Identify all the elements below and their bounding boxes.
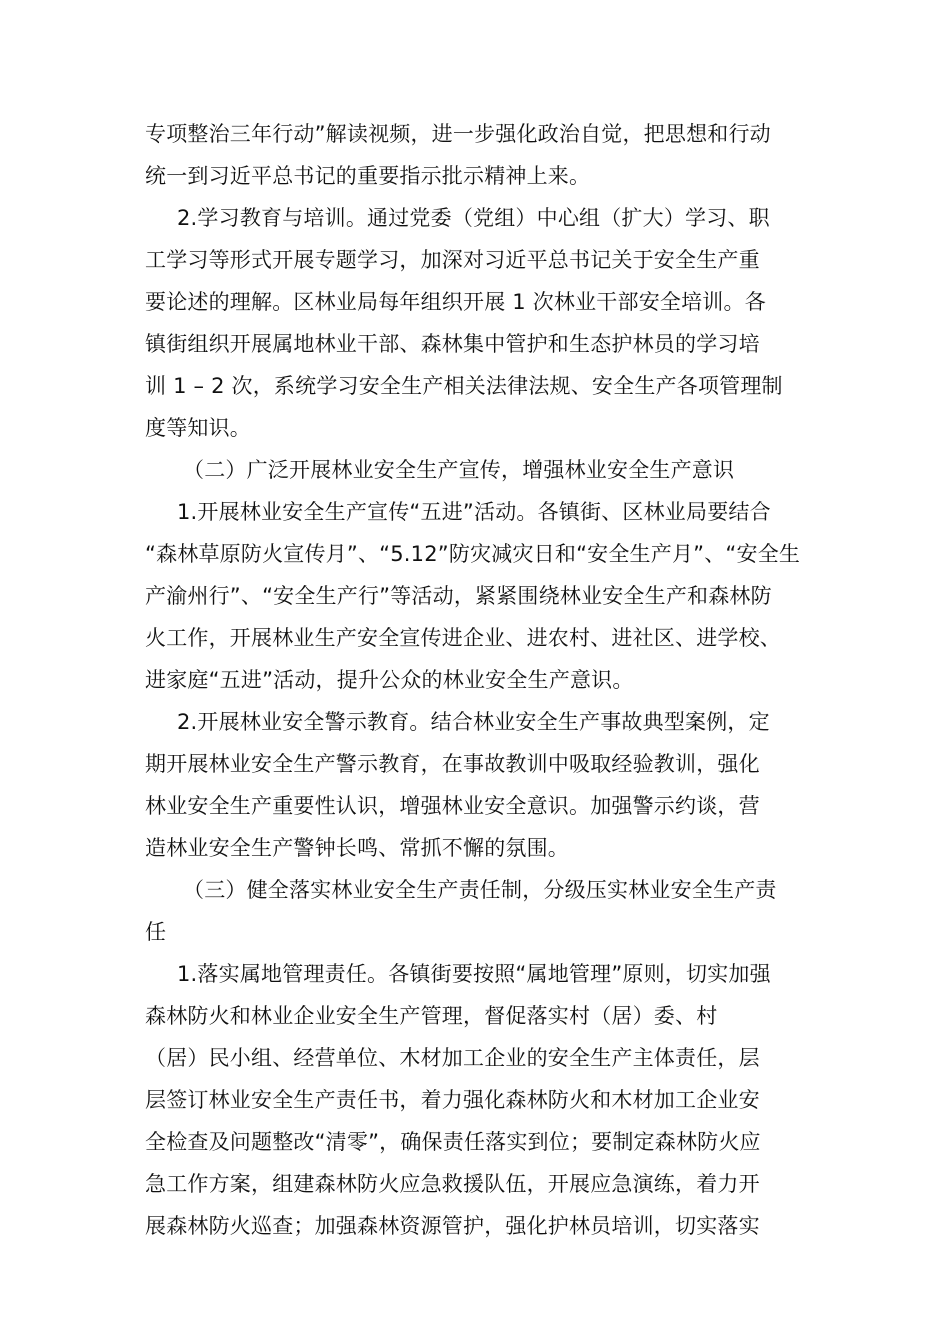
text-line: 度等知识。 — [145, 416, 251, 440]
text-line: 训 1 – 2 次，系统学习安全生产相关法律法规、安全生产各项管理制 — [145, 374, 783, 398]
section-heading: （二）广泛开展林业安全生产宣传，增强林业安全生产意识 — [183, 458, 735, 482]
text-line: 森林防火和林业企业安全生产管理，督促落实村（居）委、村 — [145, 1004, 718, 1028]
paragraph-start-line: 1.落实属地管理责任。各镇街要按照“属地管理”原则，切实加强 — [177, 962, 771, 986]
text-line: 期开展林业安全生产警示教育，在事故教训中吸取经验教训，强化 — [145, 752, 760, 776]
section-heading: （三）健全落实林业安全生产责任制，分级压实林业安全生产责 — [183, 878, 777, 902]
text-line: 层签订林业安全生产责任书，着力强化森林防火和木材加工企业安 — [145, 1088, 760, 1112]
text-line: 展森林防火巡查；加强森林资源管护，强化护林员培训，切实落实 — [145, 1214, 760, 1238]
text-line: 进家庭“五进”活动，提升公众的林业安全生产意识。 — [145, 668, 634, 692]
text-line: “森林草原防火宣传月”、“5.12”防灾减灾日和“安全生产月”、“安全生 — [145, 542, 801, 566]
text-line: 造林业安全生产警钟长鸣、常抓不懈的氛围。 — [145, 836, 569, 860]
section-heading-continuation: 任 — [145, 920, 167, 944]
paragraph-start-line: 2.学习教育与培训。通过党委（党组）中心组（扩大）学习、职 — [177, 206, 770, 230]
text-line: 统一到习近平总书记的重要指示批示精神上来。 — [145, 164, 591, 188]
text-line: （居）民小组、经营单位、木材加工企业的安全生产主体责任，层 — [145, 1046, 760, 1070]
paragraph-start-line: 2.开展林业安全警示教育。结合林业安全生产事故典型案例，定 — [177, 710, 770, 734]
text-line: 林业安全生产重要性认识，增强林业安全意识。加强警示约谈，营 — [145, 794, 760, 818]
text-line: 产渝州行”、“安全生产行”等活动，紧紧围绕林业安全生产和森林防 — [145, 584, 772, 608]
text-line: 急工作方案，组建森林防火应急救援队伍，开展应急演练，着力开 — [145, 1172, 760, 1196]
text-line: 工学习等形式开展专题学习，加深对习近平总书记关于安全生产重 — [145, 248, 760, 272]
paragraph-start-line: 1.开展林业安全生产宣传“五进”活动。各镇街、区林业局要结合 — [177, 500, 771, 524]
text-line: 镇街组织开展属地林业干部、森林集中管护和生态护林员的学习培 — [145, 332, 760, 356]
text-line: 专项整治三年行动”解读视频，进一步强化政治自觉，把思想和行动 — [145, 122, 771, 146]
document-body — [145, 113, 810, 1247]
text-line: 要论述的理解。区林业局每年组织开展 1 次林业干部安全培训。各 — [145, 290, 766, 314]
text-line: 火工作，开展林业生产安全宣传进企业、进农村、进社区、进学校、 — [145, 626, 781, 650]
text-line: 全检查及问题整改“清零”，确保责任落实到位；要制定森林防火应 — [145, 1130, 761, 1154]
